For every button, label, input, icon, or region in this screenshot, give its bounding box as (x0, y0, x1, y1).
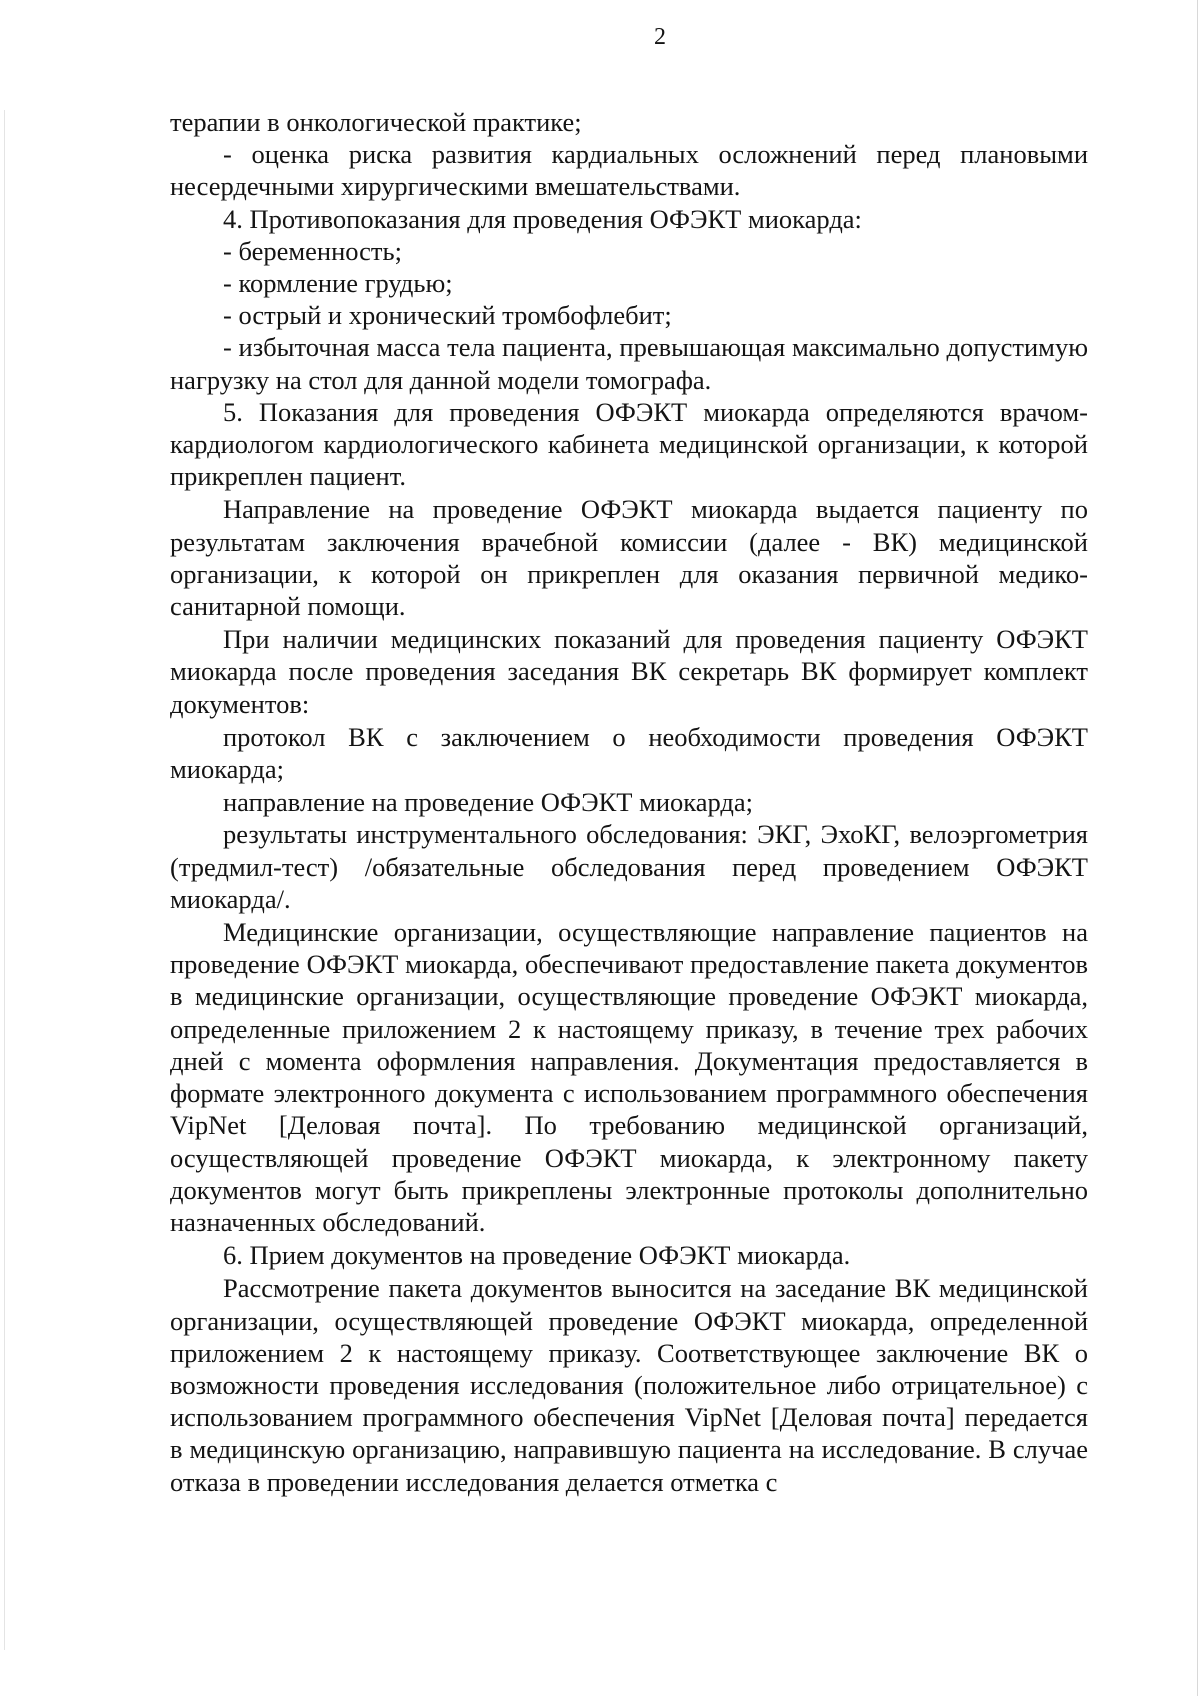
paragraph: Медицинские организации, осуществляющие направление пациентов на проведение ОФЭКТ миокарда, обеспечивают предоставление пакета документов в медицинские организации, осуществляющие проведение ОФЭКТ миокарда, определенные приложением 2 к настоящему приказу, в течение трех рабочих дней с момента оформления направления. Документация предоставляется в формате электронного документа с использованием программного обеспечения VipNet [Деловая почта]. По требованию медицинской организаций, осуществляющей проведение ОФЭКТ миокарда, к электронному пакету документов могут быть прикреплены электронные протоколы дополнительно назначенных обследований. (170, 917, 1088, 1237)
paragraph-section-heading: 6. Прием документов на проведение ОФЭКТ миокарда. (223, 1240, 851, 1271)
paragraph: При наличии медицинских показаний для проведения пациенту ОФЭКТ миокарда после проведения заседания ВК секретарь ВК формирует комплект документов: (170, 624, 1088, 719)
paragraph: - оценка риска развития кардиальных осложнений перед плановыми несердечными хирургическими вмешательствами. (170, 139, 1088, 202)
list-item: результаты инструментального обследования: ЭКГ, ЭхоКГ, велоэргометрия (тредмил-тест) /обязательные обследования перед проведением ОФЭКТ миокарда/. (170, 819, 1088, 914)
list-item: - беременность; (223, 235, 402, 266)
list-item: - острый и хронический тромбофлебит; (223, 300, 672, 331)
list-item: - избыточная масса тела пациента, превышающая максимально допустимую нагрузку на стол для данной модели томографа. (170, 332, 1088, 395)
list-item: направление на проведение ОФЭКТ миокарда; (223, 787, 754, 818)
paragraph-section-heading: 4. Противопоказания для проведения ОФЭКТ миокарда: (223, 203, 862, 234)
list-item: протокол ВК с заключением о необходимости проведения ОФЭКТ миокарда; (170, 721, 1088, 785)
page-number: 2 (654, 24, 666, 50)
paragraph: терапии в онкологической практике; (170, 107, 582, 137)
scan-edge-right (1197, 0, 1198, 1696)
document-body (170, 106, 1088, 1498)
paragraph-section-heading: 5. Показания для проведения ОФЭКТ миокарда определяются врачом-кардиологом кардиологического кабинета медицинской организации, к которой прикреплен пациент. (170, 396, 1088, 492)
list-item: - кормление грудью; (223, 268, 453, 299)
paragraph: Рассмотрение пакета документов выносится на заседание ВК медицинской организации, осуществляющей проведение ОФЭКТ миокарда, определенной приложением 2 к настоящему приказу. Соответствующее заключение ВК о возможности проведения исследования (положительное либо отрицательное) с использованием программного обеспечения VipNet [Деловая почта] передается в медицинскую организацию, направившую пациента на исследование. В случае отказа в проведении исследования делается отметка с (170, 1273, 1088, 1497)
paragraph: Направление на проведение ОФЭКТ миокарда выдается пациенту по результатам заключения врачебной комиссии (далее - ВК) медицинской организации, к которой он прикреплен для оказания первичной медико-санитарной помощи. (170, 494, 1088, 622)
scan-edge-left (4, 110, 5, 1650)
